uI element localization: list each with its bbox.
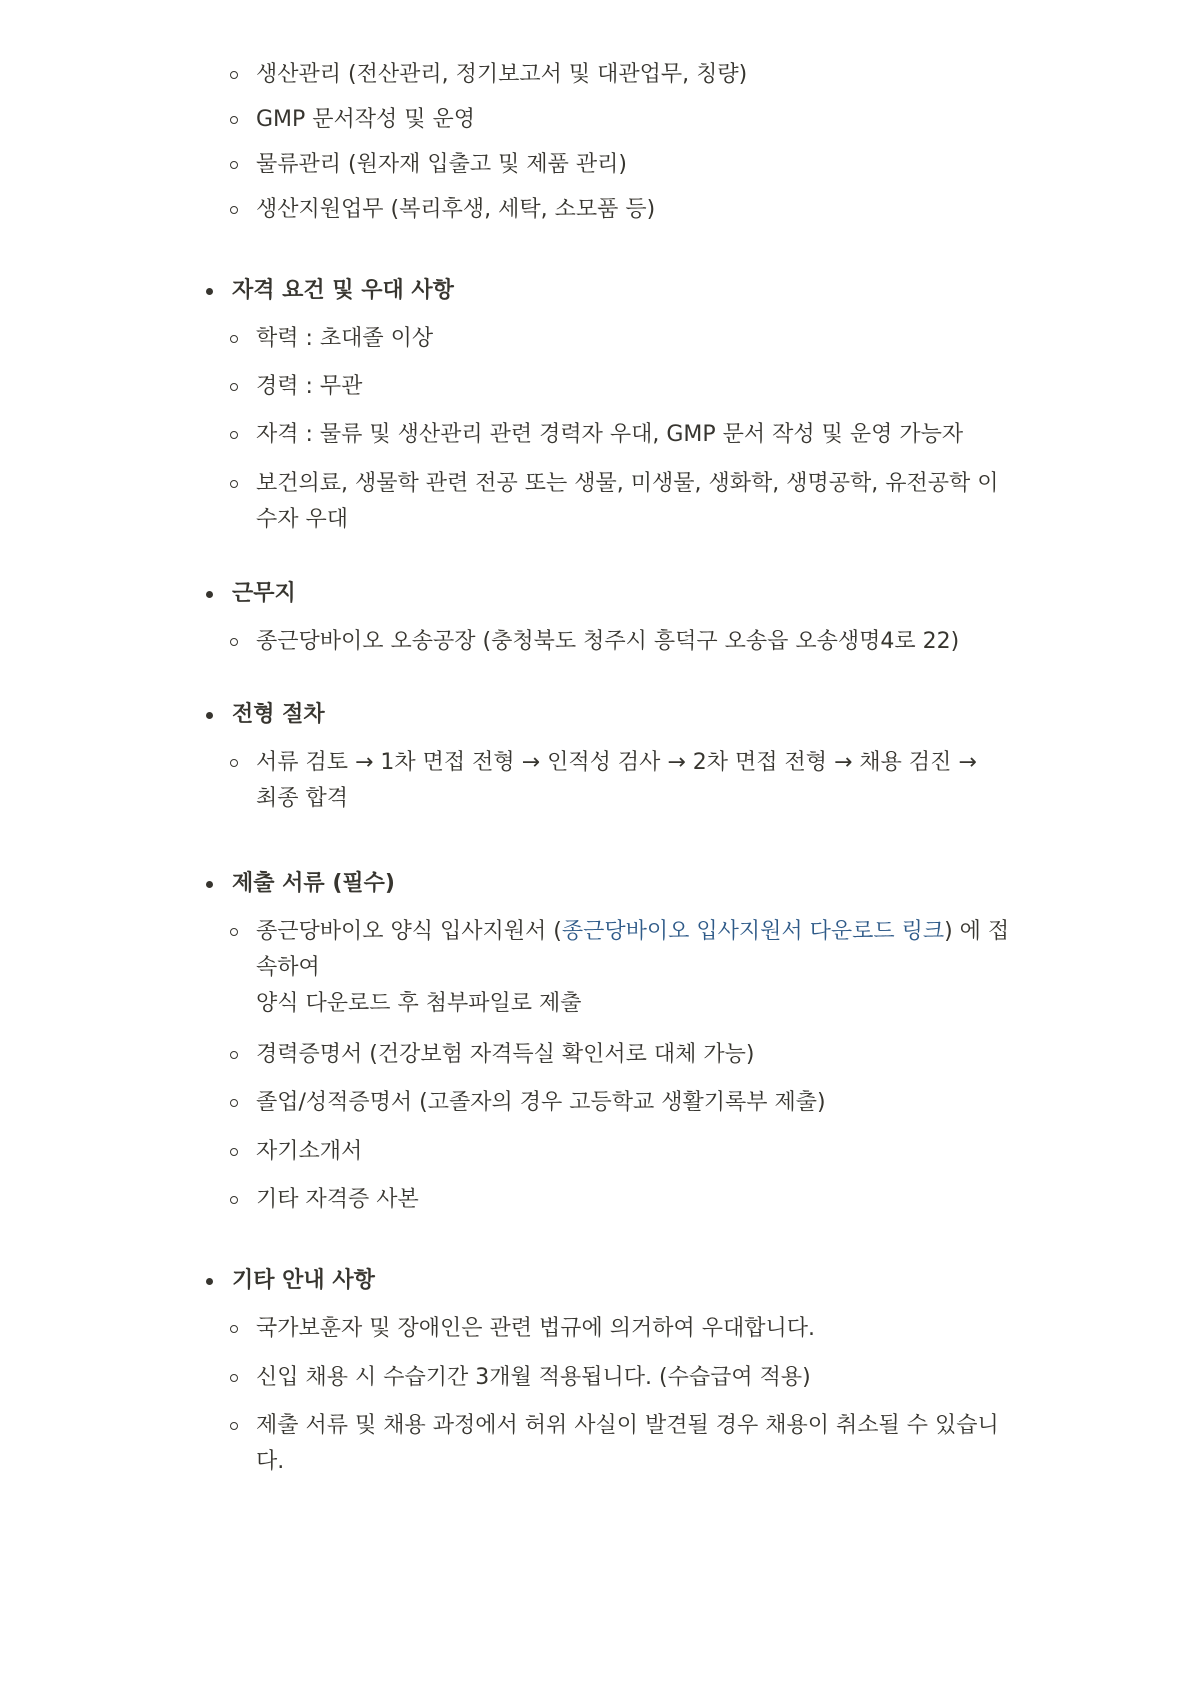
note-last-line2: 다. xyxy=(256,1449,285,1474)
note-text: 신입 채용 시 수습기간 3개월 적용됩니다. (수습급여 적용) xyxy=(256,1365,811,1390)
section-heading-location xyxy=(232,576,296,612)
filled-bullet-icon xyxy=(206,881,213,888)
note-text: 국가보훈자 및 장애인은 관련 법규에 의거하여 우대합니다. xyxy=(256,1316,816,1341)
document-text: 졸업/성적증명서 (고졸자의 경우 고등학교 생활기록부 제출) xyxy=(256,1090,826,1115)
application-form-line1 xyxy=(256,914,1009,950)
filled-bullet-icon xyxy=(206,591,213,598)
qualification-text: 자격 : 물류 및 생산관리 관련 경력자 우대, GMP 문서 작성 및 운영 가능자 xyxy=(256,422,964,447)
list-item xyxy=(256,369,362,405)
hollow-bullet-icon xyxy=(230,206,238,214)
heading-text: 기타 안내 사항 xyxy=(232,1268,375,1293)
list-item xyxy=(256,1182,419,1218)
hollow-bullet-icon xyxy=(230,116,238,124)
hollow-bullet-icon xyxy=(230,759,238,767)
qualification-text: 학력 : 초대졸 이상 xyxy=(256,326,434,351)
list-item xyxy=(256,1408,999,1480)
filled-bullet-icon xyxy=(206,712,213,719)
hollow-bullet-icon xyxy=(230,383,238,391)
hollow-bullet-icon xyxy=(230,71,238,79)
section-heading-notes xyxy=(232,1263,375,1299)
qualification-major-line1: 보건의료, 생물학 관련 전공 또는 생물, 미생물, 생화학, 생명공학, 유전공학 이 xyxy=(256,471,999,496)
list-item xyxy=(256,321,433,357)
duty-text: 생산지원업무 (복리후생, 세탁, 소모품 등) xyxy=(256,197,656,222)
hollow-bullet-icon xyxy=(230,480,238,488)
heading-text: 전형 절차 xyxy=(232,702,325,727)
document-text: 기타 자격증 사본 xyxy=(256,1187,419,1212)
hollow-bullet-icon xyxy=(230,335,238,343)
qualification-text: 경력 : 무관 xyxy=(256,374,363,399)
qualification-major-line2: 수자 우대 xyxy=(256,507,349,532)
note-last-line1: 제출 서류 및 채용 과정에서 허위 사실이 발견될 경우 채용이 취소될 수 있습니 xyxy=(256,1413,999,1438)
list-item xyxy=(256,624,959,660)
hollow-bullet-icon xyxy=(230,1422,238,1430)
filled-bullet-icon xyxy=(206,1278,213,1285)
list-item xyxy=(256,1360,811,1396)
list-item xyxy=(256,1037,754,1073)
application-form-line3: 양식 다운로드 후 첨부파일로 제출 xyxy=(256,991,582,1016)
hollow-bullet-icon xyxy=(230,1196,238,1204)
duty-text: 생산관리 (전산관리, 정기보고서 및 대관업무, 칭량) xyxy=(256,62,748,87)
document-text: 자기소개서 xyxy=(256,1139,363,1164)
list-item xyxy=(256,147,627,183)
hollow-bullet-icon xyxy=(230,928,238,936)
duty-text: 물류관리 (원자재 입출고 및 제품 관리) xyxy=(256,152,627,177)
heading-text: 제출 서류 (필수) xyxy=(232,871,395,896)
list-item xyxy=(256,192,655,228)
hollow-bullet-icon xyxy=(230,1051,238,1059)
document-text: 경력증명서 (건강보험 자격득실 확인서로 대체 가능) xyxy=(256,1042,755,1067)
list-item xyxy=(256,1311,815,1347)
filled-bullet-icon xyxy=(206,288,213,295)
hollow-bullet-icon xyxy=(230,1099,238,1107)
section-heading-documents xyxy=(232,866,395,902)
application-form-suffix: ) 에 접 xyxy=(944,919,1010,944)
section-heading-process xyxy=(232,697,325,733)
application-form-line2: 속하여 xyxy=(256,955,320,980)
hollow-bullet-icon xyxy=(230,1374,238,1382)
list-item xyxy=(256,1085,826,1121)
section-heading-qualifications xyxy=(232,273,454,309)
list-item xyxy=(256,745,977,817)
location-text: 종근당바이오 오송공장 (충청북도 청주시 흥덕구 오송읍 오송생명4로 22) xyxy=(256,629,960,654)
hollow-bullet-icon xyxy=(230,1325,238,1333)
heading-text: 자격 요건 및 우대 사항 xyxy=(232,278,454,303)
heading-text: 근무지 xyxy=(232,581,296,606)
hollow-bullet-icon xyxy=(230,638,238,646)
hollow-bullet-icon xyxy=(230,1148,238,1156)
hollow-bullet-icon xyxy=(230,431,238,439)
list-item xyxy=(256,914,1009,1022)
hollow-bullet-icon xyxy=(230,161,238,169)
list-item xyxy=(256,102,475,138)
process-line1: 서류 검토 → 1차 면접 전형 → 인적성 검사 → 2차 면접 전형 → 채용 검진 → xyxy=(256,750,977,775)
list-item xyxy=(256,1134,362,1170)
application-form-download-link[interactable]: 종근당바이오 입사지원서 다운로드 링크 xyxy=(561,919,945,944)
list-item xyxy=(256,466,998,538)
list-item xyxy=(256,57,747,93)
process-line2: 최종 합격 xyxy=(256,786,349,811)
duty-text: GMP 문서작성 및 운영 xyxy=(256,107,476,132)
application-form-prefix: 종근당바이오 양식 입사지원서 ( xyxy=(256,919,562,944)
list-item xyxy=(256,417,963,453)
